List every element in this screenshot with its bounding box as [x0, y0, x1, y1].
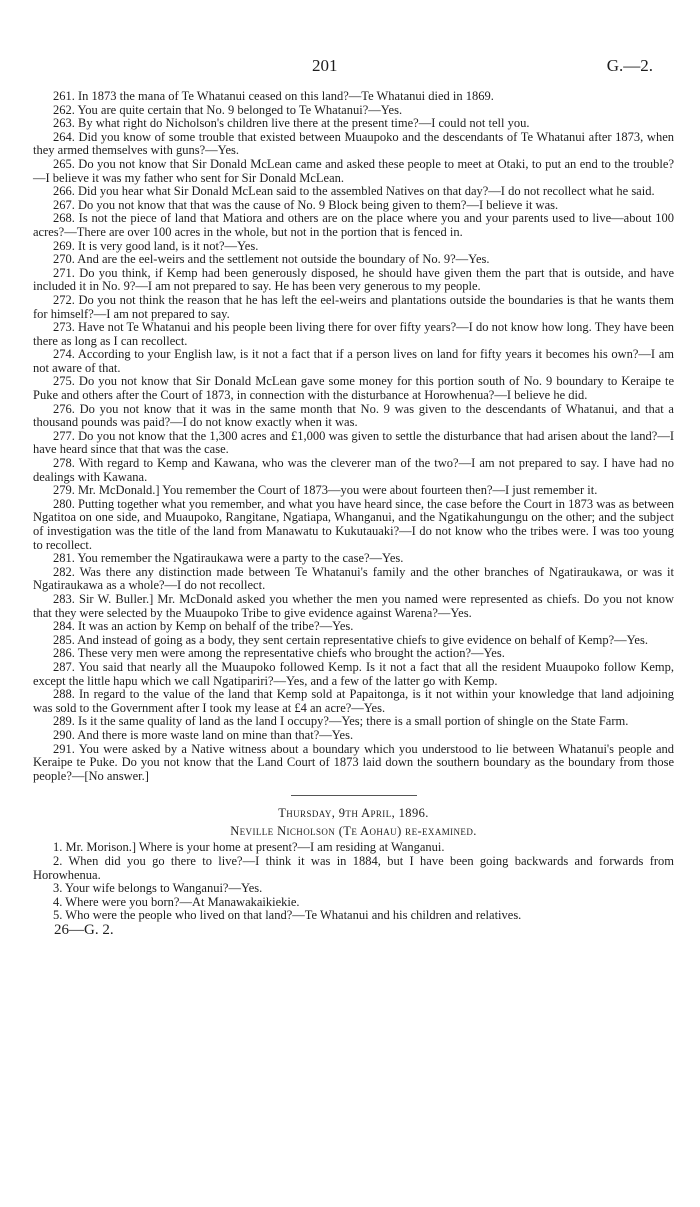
- page-body: [33, 90, 674, 938]
- question-answer: 279. Mr. McDonald.] You remember the Court of 1873—you were about fourteen then?—I just remember it.: [53, 483, 598, 498]
- question-answer: 2. When did you go there to live?—I think it was in 1884, but I have been going backwards and forwards from Horowhenua.: [33, 854, 674, 882]
- question-answer: 265. Do you not know that Sir Donald McLean came and asked these people to meet at Otaki, to put an end to the trouble?—I believe it was my father who sent for Sir Donald McLean.: [33, 156, 674, 185]
- session-date: Thursday, 9th April, 1896.: [278, 806, 429, 821]
- question-answer: 287. You said that nearly all the Muaupoko followed Kemp. Is it not a fact that all the resident Muaupoko follow Kemp, except the little hapu which we call Ngatipariri?—Yes, and a few of the latter go with Kemp.: [33, 659, 674, 688]
- question-answer: 268. Is not the piece of land that Matiora and others are on the place where you and your parents used to live—about 100 acres?—There are over 100 acres in the whole, but not in the portion that is fenced in.: [33, 211, 674, 239]
- question-answer: 286. These very men were among the representative chiefs who brought the action?—Yes.: [53, 646, 505, 661]
- question-answer: 263. By what right do Nicholson's children live there at the present time?—I could not tell you.: [53, 116, 530, 131]
- signature-reference: 26—G. 2.: [54, 922, 114, 939]
- question-answer: 274. According to your English law, is it not a fact that if a person lives on land for fifty years it becomes his own?—I am not aware of that.: [33, 347, 674, 375]
- witness-heading: Neville Nicholson (Te Aohau) re-examined.: [230, 823, 477, 838]
- reexamination-section: [33, 841, 674, 923]
- question-answer: 290. And there is more waste land on mine than that?—Yes.: [53, 727, 354, 742]
- page-number: 201: [312, 56, 338, 75]
- question-answer: 1. Mr. Morison.] Where is your home at present?—I am residing at Wanganui.: [53, 840, 445, 855]
- question-answer: 284. It was an action by Kemp on behalf of the tribe?—Yes.: [53, 619, 354, 634]
- page-header: [0, 56, 700, 76]
- testimony-section: [33, 90, 674, 783]
- question-answer: 262. You are quite certain that No. 9 belonged to Te Whatanui?—Yes.: [53, 102, 403, 117]
- question-answer: 271. Do you think, if Kemp had been generously disposed, he should have given them the part that is outside, and have included it in No. 9?—I am not prepared to say. He has been very generous to my people.: [33, 265, 674, 294]
- question-answer: 273. Have not Te Whatanui and his people been living there for over fifty years?—I do not know how long. They have been there as long as I can recollect.: [33, 320, 674, 348]
- question-answer: 269. It is very good land, is it not?—Yes.: [53, 238, 259, 253]
- question-answer: 282. Was there any distinction made between Te Whatanui's family and the other branches of Ngatiraukawa, or was it Ngatiraukawa as a whole?—I do not recollect.: [33, 564, 674, 593]
- question-answer: 266. Did you hear what Sir Donald McLean said to the assembled Natives on that day?—I do not recollect what he said.: [53, 184, 655, 199]
- question-answer: 285. And instead of going as a body, they sent certain representative chiefs to give evidence on behalf of Kemp?—Yes.: [53, 632, 648, 647]
- question-answer: 267. Do you not know that that was the cause of No. 9 Block being given to them?—I believe it was.: [53, 197, 559, 212]
- question-answer: 264. Did you know of some trouble that existed between Muaupoko and the descendants of Te Whatanui after 1873, when they armed themselves with guns?—Yes.: [33, 129, 674, 158]
- question-answer: 288. In regard to the value of the land that Kemp sold at Papaitonga, is it not within your knowledge that land adjoining was sold to the Government after I took my lease at £4 an acre?—Yes.: [33, 687, 674, 715]
- question-answer: 281. You remember the Ngatiraukawa were a party to the case?—Yes.: [53, 551, 404, 566]
- question-answer: 275. Do you not know that Sir Donald McLean gave some money for this portion south of No. 9 boundary to Keraipe te Puke and others after the Court of 1873, in connection with the disturbance at Horowhenua?—I believe he did.: [33, 374, 674, 403]
- document-reference: G.—2.: [606, 56, 653, 75]
- question-answer: 270. And are the eel-weirs and the settlement not outside the boundary of No. 9?—Yes.: [53, 252, 490, 267]
- question-answer: 5. Who were the people who lived on that land?—Te Whatanui and his children and relatives.: [53, 908, 522, 923]
- question-answer: 291. You were asked by a Native witness about a boundary which you understood to lie between Whatanui's people and Keraipe te Puke. Do you not know that the Land Court of 1873 laid down the southern boundary as the boundary from those people?—[No answer.]: [33, 741, 674, 783]
- question-answer: 3. Your wife belongs to Wanganui?—Yes.: [53, 881, 263, 896]
- question-answer: 277. Do you not know that the 1,300 acres and £1,000 was given to settle the disturbance that had arisen about the land?—I have heard since that that was the case.: [33, 428, 674, 457]
- question-answer: 4. Where were you born?—At Manawakaikiekie.: [53, 894, 300, 909]
- question-answer: 272. Do you not think the reason that he has left the eel-weirs and plantations outside the boundaries is that he wants them for himself?—I am not prepared to say.: [33, 292, 674, 321]
- question-answer: 283. Sir W. Buller.] Mr. McDonald asked you whether the men you named were represented as chiefs. Do you not know that they were selected by the Muaupoko Tribe to give evidence against Warena?—Yes.: [33, 591, 674, 620]
- question-answer: 278. With regard to Kemp and Kawana, who was the cleverer man of the two?—I am not prepared to say. I have had no dealings with Kawana.: [33, 456, 674, 484]
- section-divider: [291, 795, 417, 796]
- question-answer: 261. In 1873 the mana of Te Whatanui ceased on this land?—Te Whatanui died in 1869.: [53, 89, 494, 103]
- question-answer: 289. Is it the same quality of land as the land I occupy?—Yes; there is a small portion of shingle on the State Farm.: [53, 714, 629, 729]
- question-answer: 276. Do you not know that it was in the same month that No. 9 was given to the descendants of Whatanui, and that a thousand pounds was paid?—I do not know exactly when it was.: [33, 401, 674, 430]
- question-answer: 280. Putting together what you remember, and what you have heard since, the case before the Court in 1873 was as between Ngatitoa on one side, and Muaupoko, Rangitane, Ngatiapa, Whanganui, and the Ngatikahungungu on the other; and the subject of investigation was the title of the land from Manawatu to Kukutauaki?—I do not know who the tribes were. I was too young to recollect.: [33, 496, 674, 552]
